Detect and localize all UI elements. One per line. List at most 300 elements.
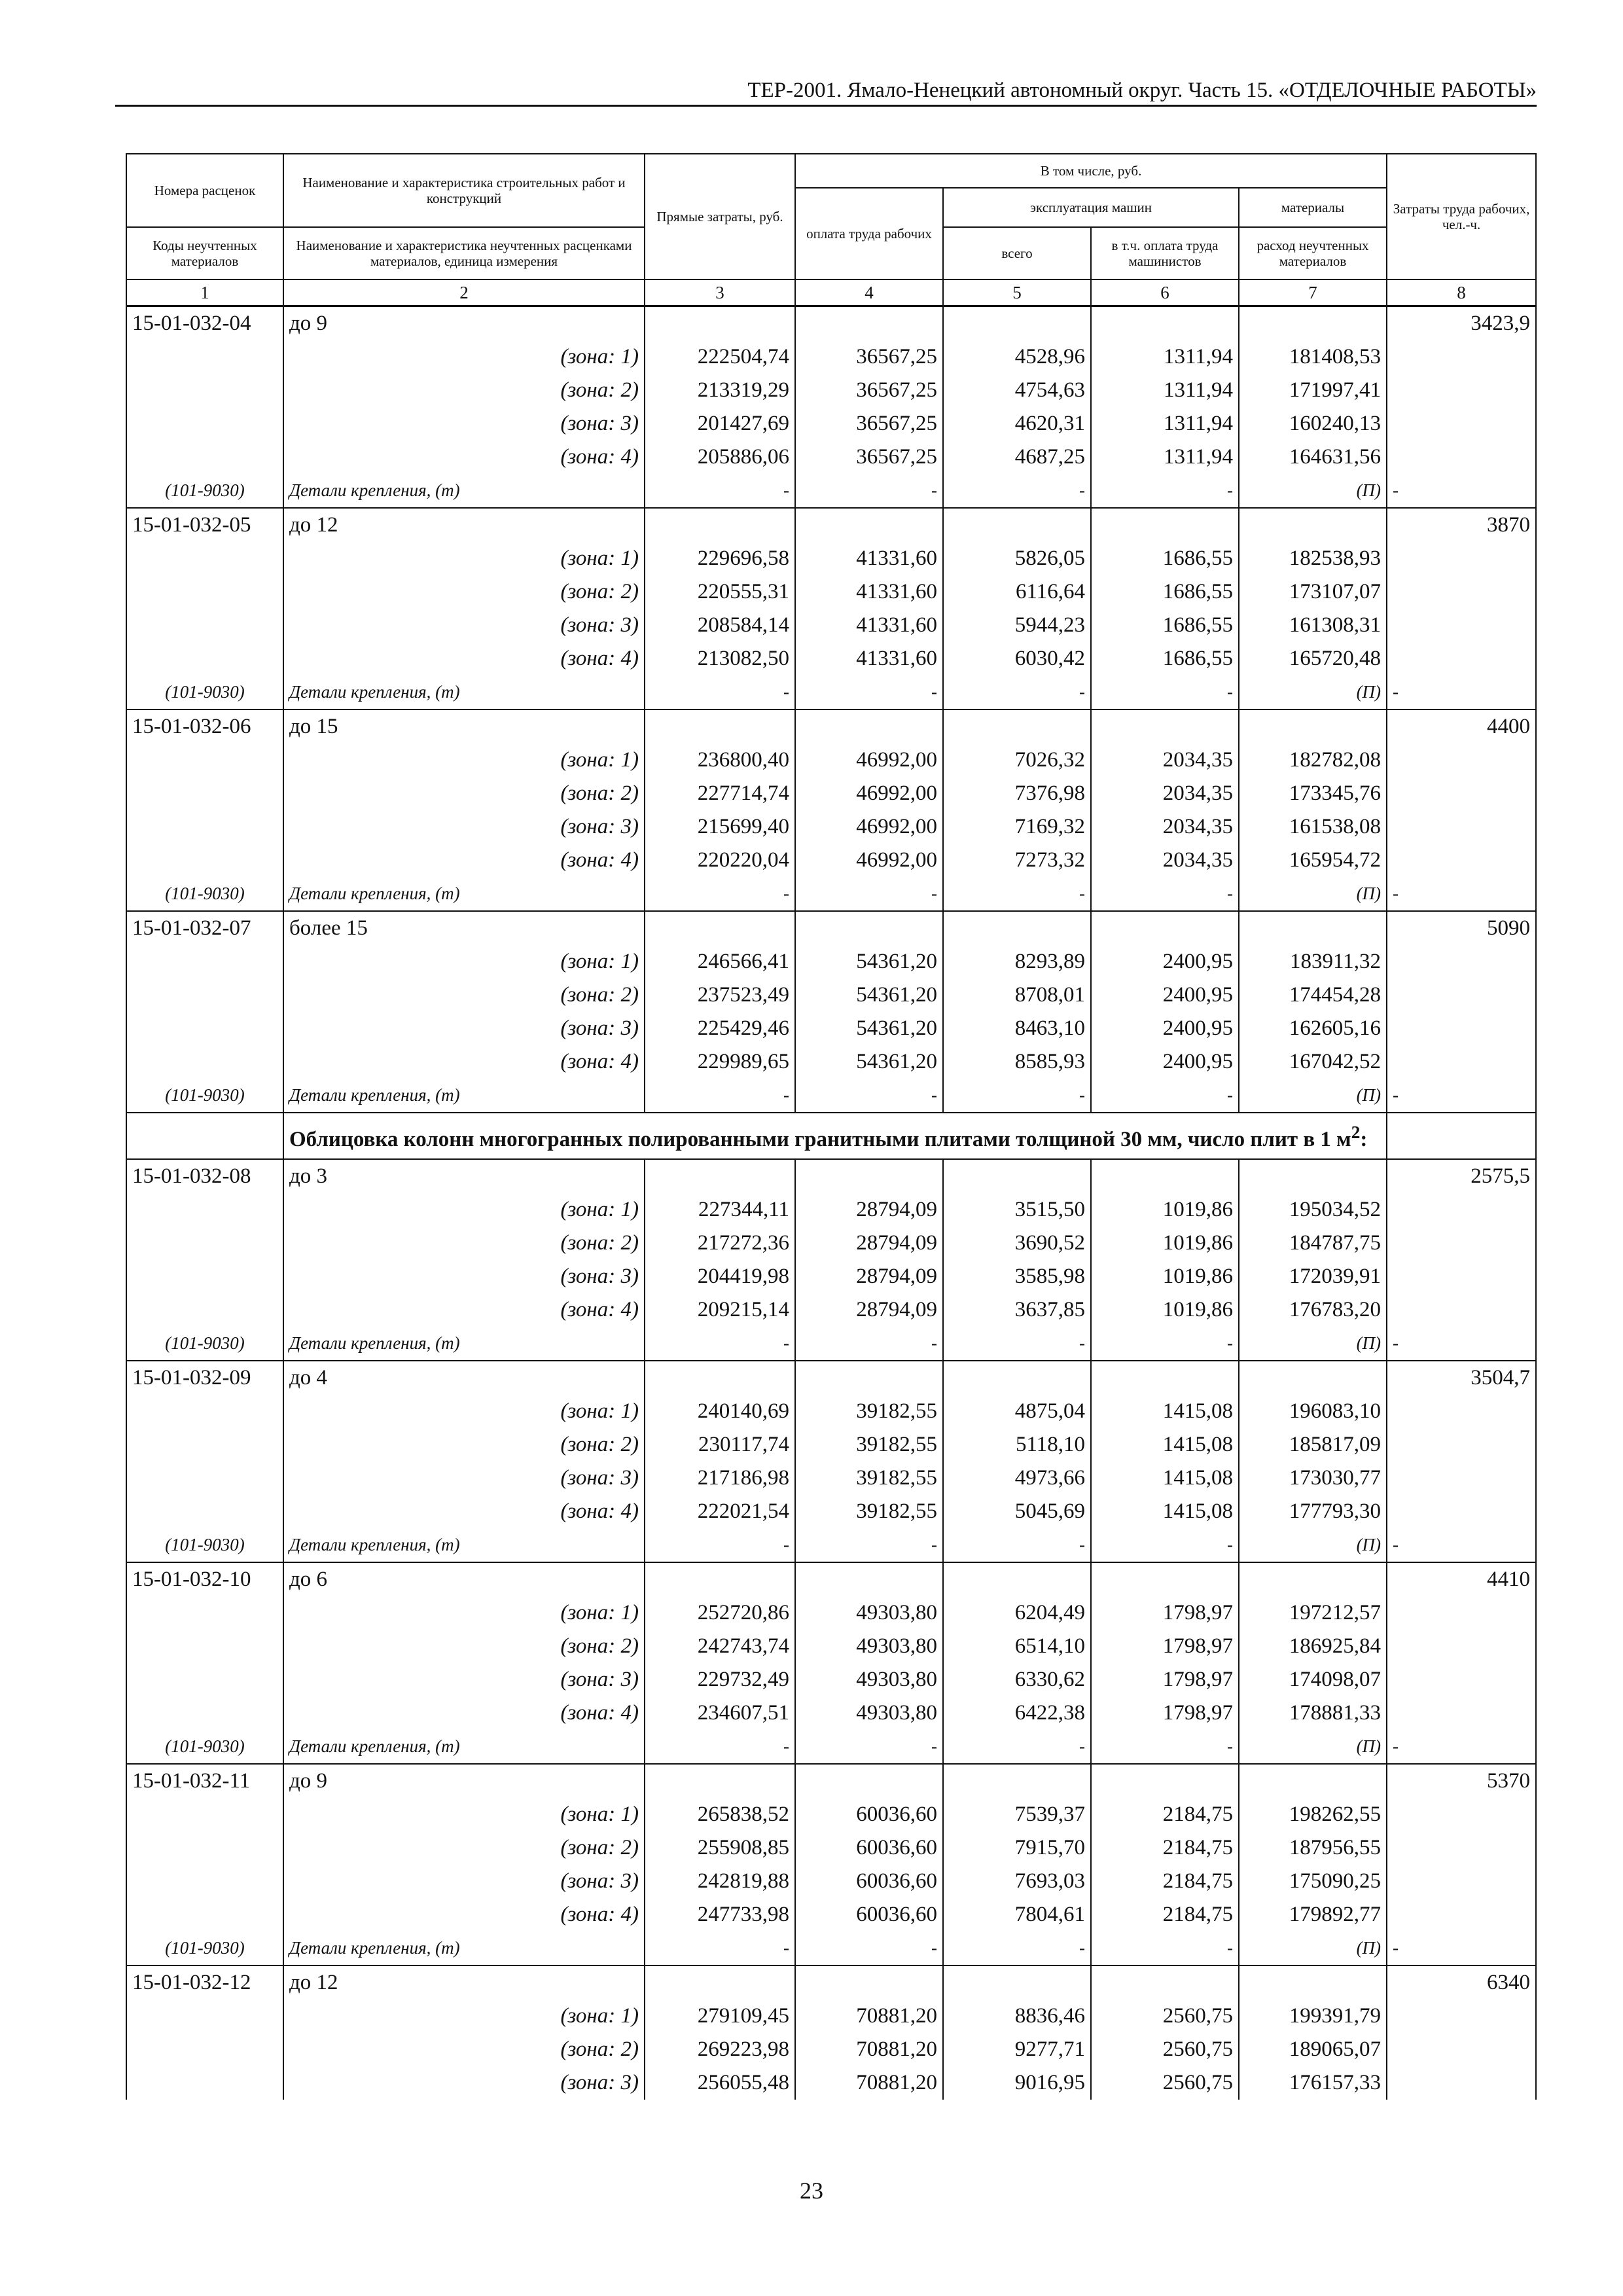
empty-cell [126, 1865, 283, 1898]
materials: 172039,91 [1239, 1260, 1387, 1293]
empty-cell [126, 1495, 283, 1528]
col-number: 4 [795, 279, 943, 306]
machines-total: 7915,70 [943, 1831, 1091, 1865]
materials: 187956,55 [1239, 1831, 1387, 1865]
empty-cell [645, 911, 795, 945]
empty-cell [126, 1663, 283, 1696]
empty-cell [1387, 945, 1536, 978]
zone-row [126, 407, 1536, 440]
dash-cell: - [1091, 474, 1239, 508]
dash-cell: - [1091, 1528, 1239, 1562]
operator-pay: 2184,75 [1091, 1831, 1239, 1865]
materials: 189065,07 [1239, 2033, 1387, 2066]
direct-costs: 279109,45 [645, 2000, 795, 2033]
empty-cell [1239, 1764, 1387, 1798]
zone-label: (зона: 2) [283, 777, 645, 810]
materials: 173107,07 [1239, 575, 1387, 609]
zone-label: (зона: 1) [283, 744, 645, 777]
empty-cell [943, 508, 1091, 542]
direct-costs: 252720,86 [645, 1596, 795, 1630]
empty-cell [1387, 642, 1536, 675]
zone-row [126, 777, 1536, 810]
empty-cell [645, 1764, 795, 1798]
empty-cell [1387, 744, 1536, 777]
zone-row [126, 1260, 1536, 1293]
material-mark: (П) [1239, 877, 1387, 911]
direct-costs: 255908,85 [645, 1831, 795, 1865]
worker-pay: 54361,20 [795, 1012, 943, 1045]
col-number: 6 [1091, 279, 1239, 306]
direct-costs: 269223,98 [645, 2033, 795, 2066]
materials: 160240,13 [1239, 407, 1387, 440]
dash-cell: - [1387, 1327, 1536, 1361]
empty-cell [1387, 1227, 1536, 1260]
labor-hours: 3504,7 [1387, 1361, 1536, 1395]
empty-cell [126, 1227, 283, 1260]
col-number: 5 [943, 279, 1091, 306]
machines-total: 7169,32 [943, 810, 1091, 844]
worker-pay: 28794,09 [795, 1293, 943, 1327]
material-code: (101-9030) [126, 474, 283, 508]
machines-total: 8585,93 [943, 1045, 1091, 1079]
dash-cell: - [1387, 1528, 1536, 1562]
direct-costs: 229696,58 [645, 542, 795, 575]
dash-cell: - [1387, 474, 1536, 508]
empty-cell [1091, 1361, 1239, 1395]
zone-label: (зона: 2) [283, 978, 645, 1012]
zone-label: (зона: 1) [283, 2000, 645, 2033]
empty-cell [1091, 911, 1239, 945]
worker-pay: 41331,60 [795, 609, 943, 642]
materials: 176783,20 [1239, 1293, 1387, 1327]
materials: 175090,25 [1239, 1865, 1387, 1898]
direct-costs: 236800,40 [645, 744, 795, 777]
empty-cell [1387, 542, 1536, 575]
rate-row [126, 709, 1536, 744]
dash-cell: - [943, 877, 1091, 911]
zone-row [126, 609, 1536, 642]
materials: 173345,76 [1239, 777, 1387, 810]
direct-costs: 227344,11 [645, 1193, 795, 1227]
direct-costs: 229989,65 [645, 1045, 795, 1079]
worker-pay: 36567,25 [795, 440, 943, 474]
empty-cell [126, 1462, 283, 1495]
dash-cell: - [1387, 1931, 1536, 1965]
operator-pay: 2400,95 [1091, 1045, 1239, 1079]
dash-cell: - [1387, 877, 1536, 911]
hdr-operator-pay: в т.ч. оплата труда машинистов [1091, 227, 1239, 279]
operator-pay: 2034,35 [1091, 744, 1239, 777]
materials: 176157,33 [1239, 2066, 1387, 2100]
materials: 165720,48 [1239, 642, 1387, 675]
empty-cell [795, 1965, 943, 2000]
material-code: (101-9030) [126, 1931, 283, 1965]
materials: 183911,32 [1239, 945, 1387, 978]
zone-label: (зона: 1) [283, 542, 645, 575]
machines-total: 8463,10 [943, 1012, 1091, 1045]
empty-cell [1387, 609, 1536, 642]
materials: 196083,10 [1239, 1395, 1387, 1428]
empty-cell [126, 1045, 283, 1079]
empty-cell [126, 374, 283, 407]
empty-cell [1387, 1193, 1536, 1227]
rate-row [126, 911, 1536, 945]
empty-cell [1091, 306, 1239, 340]
worker-pay: 41331,60 [795, 575, 943, 609]
direct-costs: 215699,40 [645, 810, 795, 844]
material-mark: (П) [1239, 474, 1387, 508]
operator-pay: 2400,95 [1091, 978, 1239, 1012]
column-numbers-row [126, 279, 1536, 306]
machines-total: 4973,66 [943, 1462, 1091, 1495]
materials: 182782,08 [1239, 744, 1387, 777]
direct-costs: 201427,69 [645, 407, 795, 440]
empty-cell [1091, 1562, 1239, 1596]
dash-cell: - [1387, 675, 1536, 709]
material-mark: (П) [1239, 1327, 1387, 1361]
dash-cell: - [943, 1079, 1091, 1113]
materials: 184787,75 [1239, 1227, 1387, 1260]
hdr-rate-numbers: Номера расценок [126, 154, 283, 227]
materials: 162605,16 [1239, 1012, 1387, 1045]
hdr-machines-total: всего [943, 227, 1091, 279]
empty-cell [1387, 2000, 1536, 2033]
rate-code: 15-01-032-09 [126, 1361, 283, 1395]
rate-code: 15-01-032-04 [126, 306, 283, 340]
material-row [126, 1528, 1536, 1562]
dash-cell: - [943, 1730, 1091, 1764]
empty-cell [1091, 1965, 1239, 2000]
material-name: Детали крепления, (т) [283, 877, 645, 911]
direct-costs: 225429,46 [645, 1012, 795, 1045]
section-title-text: Облицовка колонн многогранных полированными гранитными плитами толщиной 30 мм, число плит в 1 м [289, 1127, 1351, 1151]
empty-cell [1387, 1831, 1536, 1865]
materials: 174454,28 [1239, 978, 1387, 1012]
empty-cell [795, 508, 943, 542]
zone-label: (зона: 2) [283, 2033, 645, 2066]
empty-cell [795, 306, 943, 340]
zone-label: (зона: 1) [283, 340, 645, 374]
empty-cell [1387, 575, 1536, 609]
rate-row [126, 1159, 1536, 1193]
direct-costs: 242819,88 [645, 1865, 795, 1898]
empty-cell [943, 306, 1091, 340]
materials: 195034,52 [1239, 1193, 1387, 1227]
zone-label: (зона: 4) [283, 1898, 645, 1931]
section-title [283, 1113, 1387, 1159]
col-number: 8 [1387, 279, 1536, 306]
dash-cell: - [943, 675, 1091, 709]
dash-cell: - [1091, 1931, 1239, 1965]
zone-label: (зона: 4) [283, 440, 645, 474]
rate-row [126, 1764, 1536, 1798]
worker-pay: 49303,80 [795, 1596, 943, 1630]
rate-code: 15-01-032-11 [126, 1764, 283, 1798]
empty-cell [1387, 978, 1536, 1012]
operator-pay: 1415,08 [1091, 1495, 1239, 1528]
operator-pay: 1019,86 [1091, 1193, 1239, 1227]
material-row [126, 877, 1536, 911]
operator-pay: 1686,55 [1091, 542, 1239, 575]
zone-label: (зона: 2) [283, 1630, 645, 1663]
operator-pay: 1311,94 [1091, 374, 1239, 407]
direct-costs: 217272,36 [645, 1227, 795, 1260]
table-header [126, 154, 1536, 306]
empty-cell [126, 1831, 283, 1865]
zone-row [126, 1193, 1536, 1227]
empty-cell [126, 2000, 283, 2033]
empty-cell [126, 1596, 283, 1630]
zone-row [126, 1227, 1536, 1260]
hdr-machines: эксплуатация машин [943, 188, 1239, 227]
rate-name: до 12 [283, 508, 645, 542]
operator-pay: 2184,75 [1091, 1865, 1239, 1898]
empty-cell [126, 744, 283, 777]
machines-total: 3637,85 [943, 1293, 1091, 1327]
zone-label: (зона: 3) [283, 1462, 645, 1495]
hdr-materials: материалы [1239, 188, 1387, 227]
operator-pay: 2184,75 [1091, 1898, 1239, 1931]
empty-cell [1387, 1630, 1536, 1663]
empty-cell [943, 1764, 1091, 1798]
material-row [126, 1931, 1536, 1965]
rate-row [126, 1965, 1536, 2000]
empty-cell [126, 575, 283, 609]
material-row [126, 1327, 1536, 1361]
operator-pay: 1019,86 [1091, 1227, 1239, 1260]
machines-total: 3690,52 [943, 1227, 1091, 1260]
zone-row [126, 1428, 1536, 1462]
direct-costs: 213082,50 [645, 642, 795, 675]
empty-cell [126, 1193, 283, 1227]
hdr-material-codes: Коды неучтенных материалов [126, 227, 283, 279]
worker-pay: 54361,20 [795, 1045, 943, 1079]
worker-pay: 49303,80 [795, 1663, 943, 1696]
operator-pay: 2034,35 [1091, 777, 1239, 810]
dash-cell: - [645, 474, 795, 508]
zone-row [126, 1696, 1536, 1730]
dash-cell: - [943, 1327, 1091, 1361]
zone-label: (зона: 1) [283, 1193, 645, 1227]
zone-label: (зона: 3) [283, 1012, 645, 1045]
machines-total: 6422,38 [943, 1696, 1091, 1730]
zone-row [126, 542, 1536, 575]
empty-cell [126, 1798, 283, 1831]
material-row [126, 1730, 1536, 1764]
col-number: 2 [283, 279, 645, 306]
section-row [126, 1113, 1536, 1159]
zone-row [126, 945, 1536, 978]
machines-total: 4687,25 [943, 440, 1091, 474]
operator-pay: 1798,97 [1091, 1630, 1239, 1663]
operator-pay: 2034,35 [1091, 844, 1239, 877]
hdr-direct-costs: Прямые затраты, руб. [645, 154, 795, 279]
material-mark: (П) [1239, 1528, 1387, 1562]
direct-costs: 230117,74 [645, 1428, 795, 1462]
zone-row [126, 1395, 1536, 1428]
empty-cell [126, 609, 283, 642]
machines-total: 4875,04 [943, 1395, 1091, 1428]
price-table [126, 153, 1537, 2100]
worker-pay: 36567,25 [795, 374, 943, 407]
empty-cell [126, 978, 283, 1012]
machines-total: 4620,31 [943, 407, 1091, 440]
zone-label: (зона: 3) [283, 2066, 645, 2100]
dash-cell: - [645, 1327, 795, 1361]
machines-total: 5826,05 [943, 542, 1091, 575]
operator-pay: 2400,95 [1091, 945, 1239, 978]
material-name: Детали крепления, (т) [283, 1931, 645, 1965]
dash-cell: - [645, 1730, 795, 1764]
empty-cell [126, 642, 283, 675]
dash-cell: - [645, 1528, 795, 1562]
direct-costs: 242743,74 [645, 1630, 795, 1663]
rate-name: до 12 [283, 1965, 645, 2000]
empty-cell [126, 1696, 283, 1730]
labor-hours: 6340 [1387, 1965, 1536, 2000]
direct-costs: 247733,98 [645, 1898, 795, 1931]
empty-cell [1239, 1562, 1387, 1596]
dash-cell: - [645, 877, 795, 911]
empty-cell [1387, 1798, 1536, 1831]
operator-pay: 1686,55 [1091, 575, 1239, 609]
machines-total: 6030,42 [943, 642, 1091, 675]
zone-label: (зона: 1) [283, 1596, 645, 1630]
empty-cell [126, 1395, 283, 1428]
machines-total: 7273,32 [943, 844, 1091, 877]
material-name: Детали крепления, (т) [283, 474, 645, 508]
machines-total: 7026,32 [943, 744, 1091, 777]
table-body [126, 306, 1536, 2100]
empty-cell [795, 709, 943, 744]
page-number: 23 [800, 2178, 823, 2204]
dash-cell: - [1091, 1730, 1239, 1764]
labor-hours: 3870 [1387, 508, 1536, 542]
operator-pay: 1686,55 [1091, 642, 1239, 675]
machines-total: 7376,98 [943, 777, 1091, 810]
operator-pay: 1019,86 [1091, 1293, 1239, 1327]
zone-label: (зона: 3) [283, 609, 645, 642]
rate-code: 15-01-032-05 [126, 508, 283, 542]
empty-cell [795, 911, 943, 945]
worker-pay: 28794,09 [795, 1193, 943, 1227]
machines-total: 4754,63 [943, 374, 1091, 407]
operator-pay: 1311,94 [1091, 440, 1239, 474]
materials: 171997,41 [1239, 374, 1387, 407]
empty-cell [126, 777, 283, 810]
zone-label: (зона: 3) [283, 1865, 645, 1898]
direct-costs: 237523,49 [645, 978, 795, 1012]
empty-cell [943, 709, 1091, 744]
material-name: Детали крепления, (т) [283, 1079, 645, 1113]
rate-row [126, 508, 1536, 542]
materials: 185817,09 [1239, 1428, 1387, 1462]
zone-label: (зона: 4) [283, 642, 645, 675]
section-spacer [126, 1113, 283, 1159]
empty-cell [795, 1764, 943, 1798]
materials: 178881,33 [1239, 1696, 1387, 1730]
zone-label: (зона: 2) [283, 1227, 645, 1260]
material-name: Детали крепления, (т) [283, 1730, 645, 1764]
zone-label: (зона: 2) [283, 1831, 645, 1865]
operator-pay: 2400,95 [1091, 1012, 1239, 1045]
zone-row [126, 2033, 1536, 2066]
rate-name: до 3 [283, 1159, 645, 1193]
material-name: Детали крепления, (т) [283, 675, 645, 709]
worker-pay: 60036,60 [795, 1865, 943, 1898]
worker-pay: 70881,20 [795, 2000, 943, 2033]
worker-pay: 60036,60 [795, 1798, 943, 1831]
empty-cell [126, 1630, 283, 1663]
header-rule [115, 105, 1537, 107]
material-row [126, 675, 1536, 709]
materials: 161538,08 [1239, 810, 1387, 844]
zone-row [126, 978, 1536, 1012]
materials: 197212,57 [1239, 1596, 1387, 1630]
empty-cell [1239, 911, 1387, 945]
materials: 177793,30 [1239, 1495, 1387, 1528]
empty-cell [126, 2066, 283, 2100]
zone-row [126, 1012, 1536, 1045]
labor-hours: 4400 [1387, 709, 1536, 744]
zone-row [126, 1045, 1536, 1079]
zone-row [126, 575, 1536, 609]
empty-cell [126, 440, 283, 474]
material-code: (101-9030) [126, 877, 283, 911]
material-mark: (П) [1239, 675, 1387, 709]
machines-total: 9277,71 [943, 2033, 1091, 2066]
direct-costs: 220555,31 [645, 575, 795, 609]
machines-total: 8836,46 [943, 2000, 1091, 2033]
labor-hours: 2575,5 [1387, 1159, 1536, 1193]
labor-hours: 5090 [1387, 911, 1536, 945]
empty-cell [943, 1159, 1091, 1193]
machines-total: 6330,62 [943, 1663, 1091, 1696]
labor-hours: 3423,9 [1387, 306, 1536, 340]
worker-pay: 60036,60 [795, 1898, 943, 1931]
zone-row [126, 440, 1536, 474]
labor-hours: 4410 [1387, 1562, 1536, 1596]
materials: 173030,77 [1239, 1462, 1387, 1495]
worker-pay: 60036,60 [795, 1831, 943, 1865]
materials: 181408,53 [1239, 340, 1387, 374]
worker-pay: 39182,55 [795, 1462, 943, 1495]
machines-total: 3585,98 [943, 1260, 1091, 1293]
material-code: (101-9030) [126, 675, 283, 709]
rate-name: до 9 [283, 1764, 645, 1798]
worker-pay: 36567,25 [795, 407, 943, 440]
zone-row [126, 1630, 1536, 1663]
machines-total: 7539,37 [943, 1798, 1091, 1831]
empty-cell [795, 1361, 943, 1395]
rate-code: 15-01-032-06 [126, 709, 283, 744]
material-code: (101-9030) [126, 1327, 283, 1361]
zone-row [126, 2066, 1536, 2100]
operator-pay: 2560,75 [1091, 2033, 1239, 2066]
empty-cell [126, 1012, 283, 1045]
dash-cell: - [795, 1730, 943, 1764]
empty-cell [1387, 1462, 1536, 1495]
material-row [126, 1079, 1536, 1113]
zone-row [126, 1596, 1536, 1630]
rate-row [126, 1562, 1536, 1596]
rate-code: 15-01-032-08 [126, 1159, 283, 1193]
direct-costs: 256055,48 [645, 2066, 795, 2100]
col-number: 3 [645, 279, 795, 306]
empty-cell [1387, 2066, 1536, 2100]
empty-cell [943, 911, 1091, 945]
hdr-worker-pay: оплата труда рабочих [795, 188, 943, 279]
